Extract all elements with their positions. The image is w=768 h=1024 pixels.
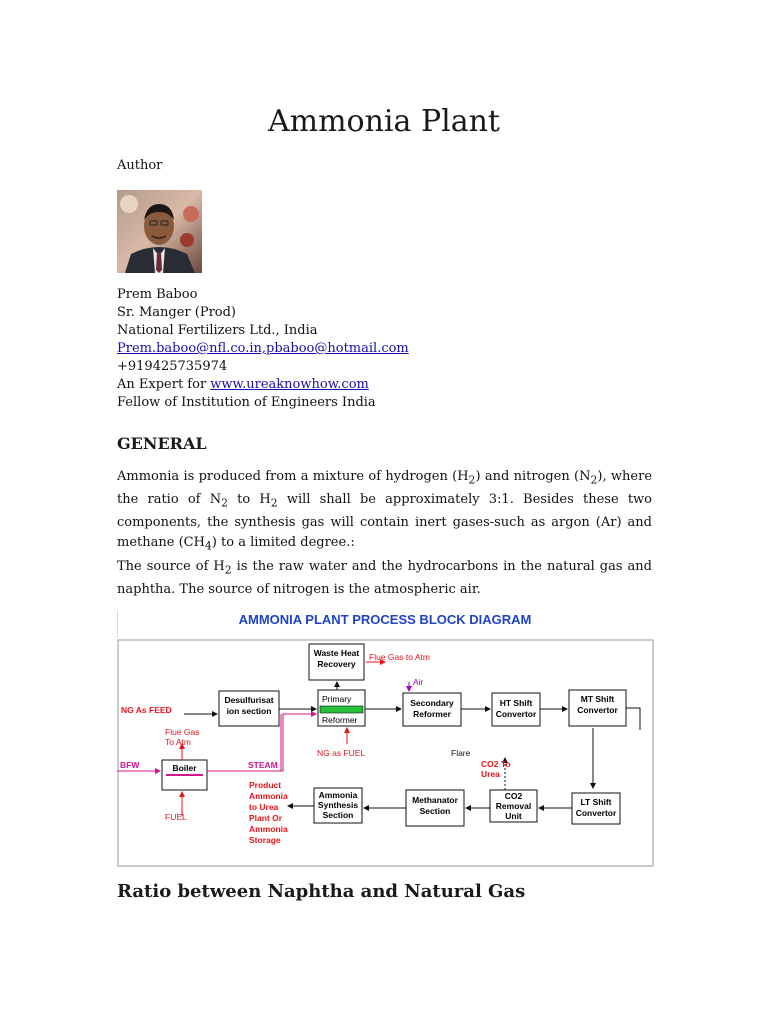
svg-text:Recovery: Recovery [317,659,356,669]
svg-text:Removal: Removal [495,801,532,811]
label-co2-urea-2: Urea [481,769,500,779]
svg-text:Methanator: Methanator [412,795,458,805]
block-co2-removal [490,790,537,822]
process-block-diagram [117,610,654,867]
general-heading: GENERAL [117,434,207,453]
expert-link[interactable]: www.ureaknowhow.com [210,377,369,392]
svg-text:MT Shift: MT Shift [580,694,615,704]
label-product-5: Ammonia [249,824,288,834]
block-waste-heat-recovery [309,644,364,680]
label-product-4: Plant Or [249,813,283,823]
steam-lines [117,714,316,771]
diagram-frame [118,640,653,866]
block-lt-shift-convertor [572,793,620,824]
label-product-1: Product [249,780,282,790]
author-designation: Sr. Manger (Prod) [117,305,237,320]
label-air: Air [413,677,424,687]
author-name: Prem Baboo [117,287,198,302]
svg-text:Convertor: Convertor [495,709,537,719]
svg-text:ion section: ion section [226,706,272,716]
label-steam: STEAM [248,760,278,770]
svg-text:Boiler: Boiler [172,763,197,773]
label-flare: Flare [451,748,471,758]
block-desulfurisation [219,691,279,726]
svg-text:Waste Heat: Waste Heat [313,648,360,658]
label-product-3: to Urea [249,802,279,812]
label-flue-gas-atm: Flue Gas to Atm [369,652,430,662]
block-primary-reformer [318,690,365,726]
label-product-2: Ammonia [249,791,288,801]
author-label: Author [117,158,163,173]
svg-text:Primary: Primary [322,694,352,704]
general-paragraph-1: Ammonia is produced from a mixture of hydrogen $(H_2)$ and nitrogen $(N_2)$, where the ratio of $N_2$ to $H_2$ will shall be approximately 3:1. Besides these two components, the synthesis gas will contain inert gases-such as argon (Ar) and methane $(CH_4)$ to a limited degree.: [117,469,653,553]
block-secondary-reformer [403,693,461,726]
label-ng-feed: NG As FEED [121,705,172,715]
author-photo [117,190,202,273]
label-flue-gas-1: Flue Gas [165,727,200,737]
label-product-6: Storage [249,835,281,845]
page-title: Ammonia Plant [267,104,500,139]
author-organization: National Fertilizers Ltd., India [117,323,318,338]
author-email-link[interactable]: Prem.baboo@nfl.co.in,pbaboo@hotmail.com [117,341,409,356]
block-ammonia-synthesis [314,788,362,823]
expert-prefix: An Expert for [117,377,211,392]
svg-text:Desulfurisat: Desulfurisat [224,695,274,705]
svg-text:Ammonia: Ammonia [318,790,358,800]
author-phone: +919425735974 [117,359,228,374]
block-methanator [406,790,464,826]
label-ng-fuel: NG as FUEL [317,748,366,758]
block-boiler [162,760,207,790]
label-co2-urea-1: CO2 To [481,759,511,769]
svg-text:Reformer: Reformer [322,715,358,725]
svg-text:Unit: Unit [505,811,522,821]
svg-text:Convertor: Convertor [577,705,618,715]
label-fuel: FUEL [165,812,187,822]
svg-text:Section: Section [322,810,354,820]
svg-text:Section: Section [419,806,451,816]
svg-text:LT Shift: LT Shift [580,797,612,807]
diagram-title: AMMONIA PLANT PROCESS BLOCK DIAGRAM [238,612,532,627]
svg-text:Synthesis: Synthesis [317,800,359,810]
block-mt-shift-convertor [569,690,626,726]
svg-text:CO2: CO2 [504,791,523,801]
label-bfw: BFW [120,760,140,770]
svg-text:Reformer: Reformer [413,709,451,719]
general-paragraph-2: The source of $H_2$ is the raw water and the hydrocarbons in the natural gas and naphtha. The source of nitrogen is the atmospheric air. [117,559,652,598]
svg-text:HT Shift: HT Shift [499,698,533,708]
ratio-heading: Ratio between Naphtha and Natural Gas [117,881,526,902]
author-fellowship: Fellow of Institution of Engineers India [117,395,376,410]
svg-text:Convertor: Convertor [575,808,617,818]
svg-text:Secondary: Secondary [410,698,454,708]
block-ht-shift-convertor [492,693,540,726]
label-flue-gas-2: To Atm [165,737,191,747]
